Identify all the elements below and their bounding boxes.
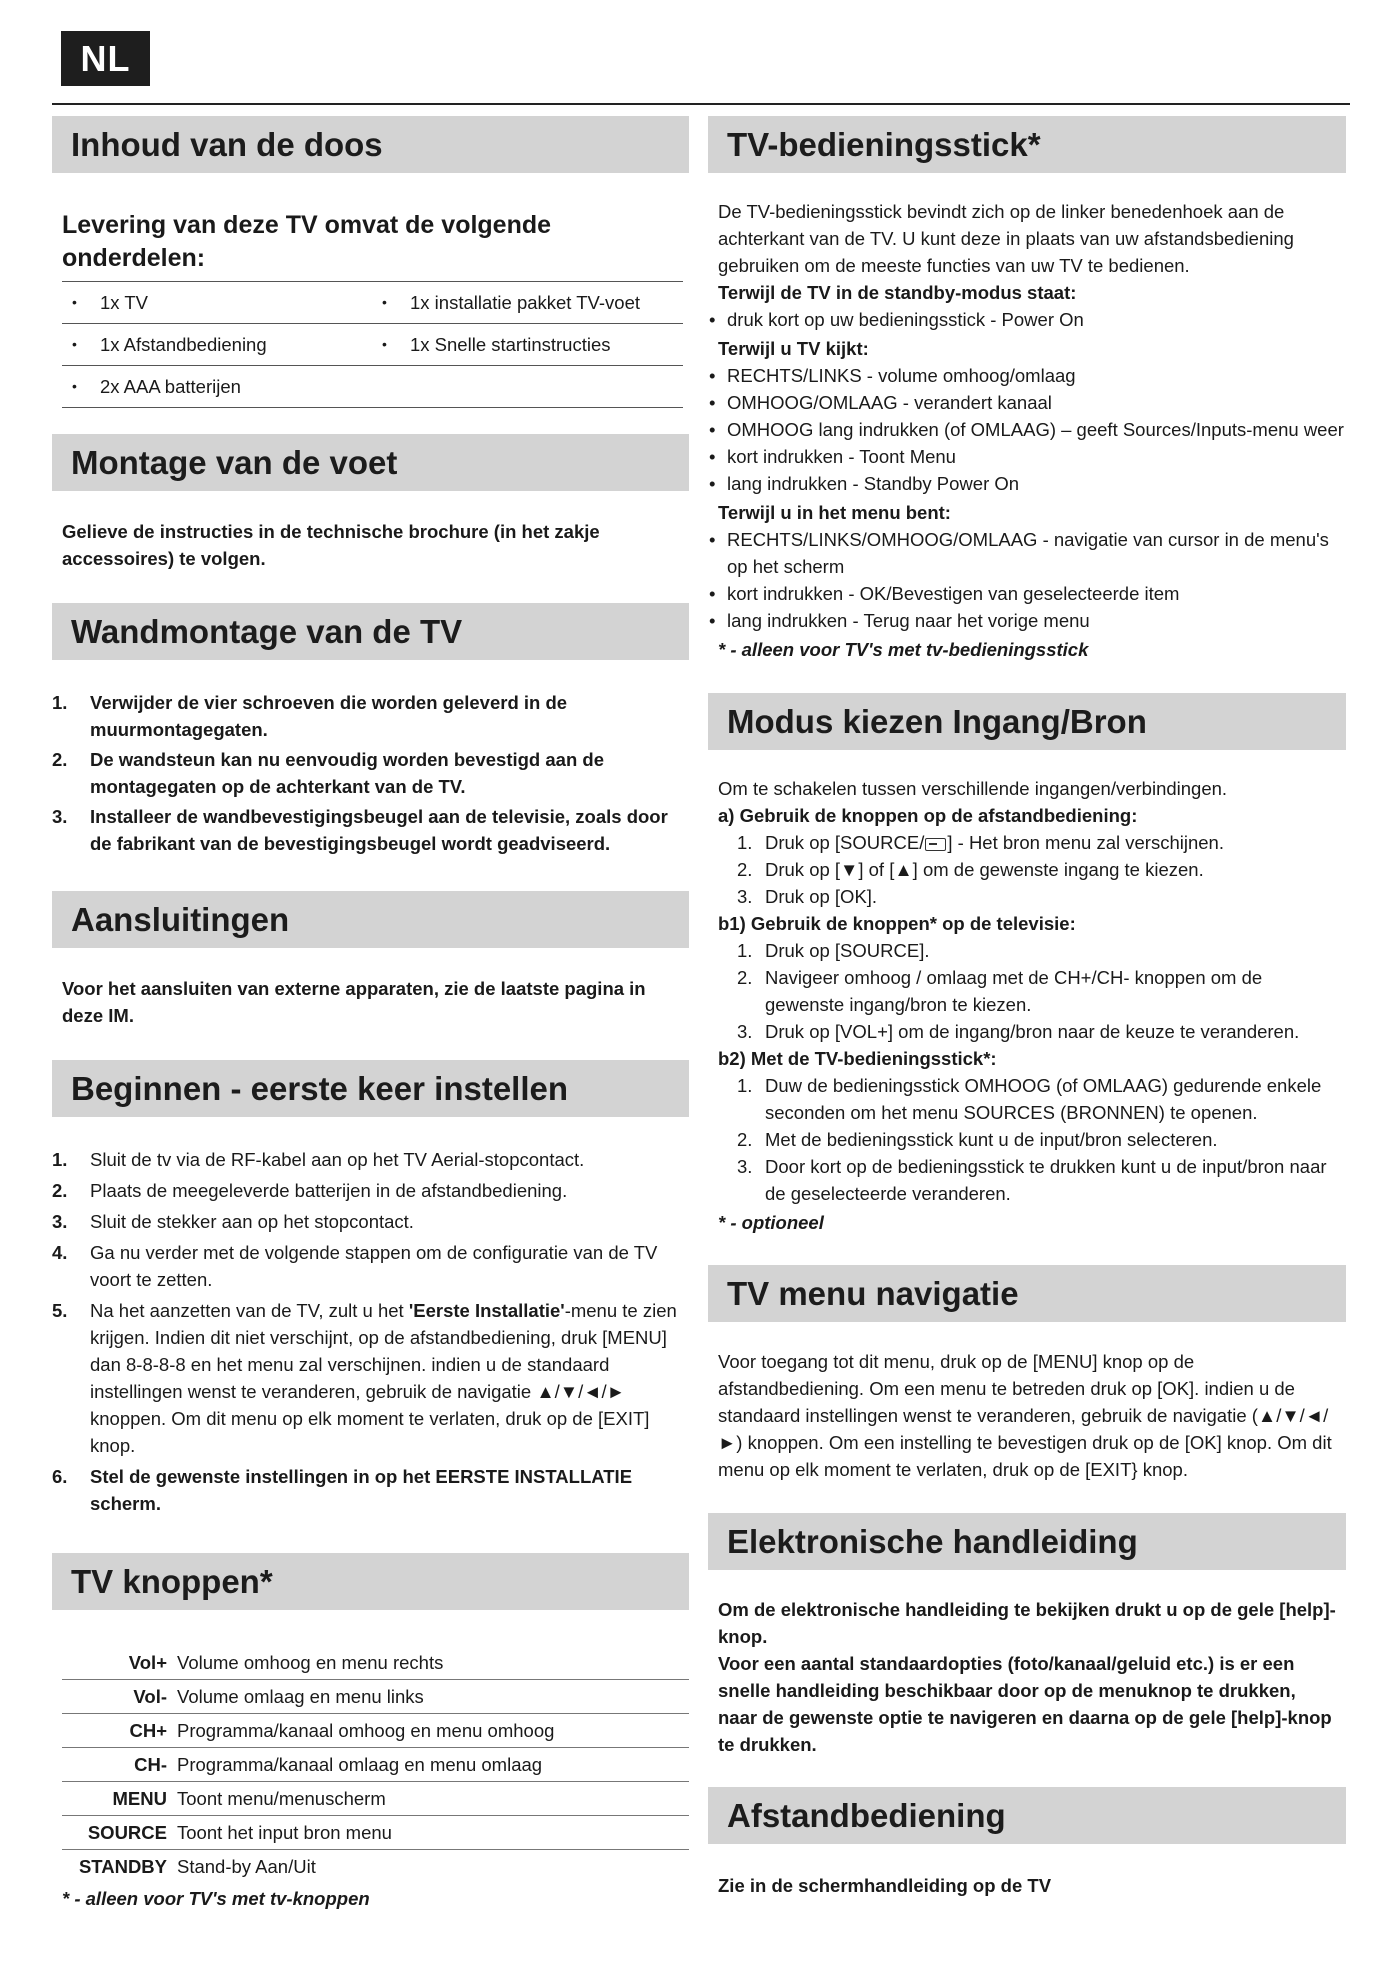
joystick-watch-list xyxy=(708,362,1346,497)
menu-nav-text: Voor toegang tot dit menu, druk op de [MENU] knop op de afstandbediening. Om een menu te betreden druk op [OK]. indien u de standaard instellingen wenst te veranderen, gebruik de navigatie (▲/▼/◄/►) knoppen. Om een instelling te bevestigen druk op de [OK] knop. Om dit menu op elk moment te verlaten, druk op de [EXIT} knop. xyxy=(718,1351,1332,1480)
list-item: Navigeer omhoog / omlaag met de CH+/CH- knoppen om de gewenste ingang/bron te kiezen. xyxy=(765,967,1263,1015)
list-item: • OMHOOG lang indrukken (of OMLAAG) – geeft Sources/Inputs-menu weer xyxy=(708,416,1346,443)
input-b2-heading: b2) Met de TV-bedieningsstick*: xyxy=(718,1048,997,1069)
list-item: Installeer de wandbevestigingsbeugel aan de televisie, zoals door de fabrikant van de bevestigingsbeugel wordt geadviseerd. xyxy=(90,806,668,854)
list-item: Druk op [VOL+] om de ingang/bron naar de keuze te veranderen. xyxy=(765,1021,1300,1042)
table-row: CH- Programma/kanaal omlaag en menu omlaag xyxy=(62,1748,689,1782)
stand-text: Gelieve de instructies in de technische brochure (in het zakje accessoires) te volgen. xyxy=(62,521,600,569)
table-row: CH+ Programma/kanaal omhoog en menu omhoog xyxy=(62,1714,689,1748)
section-title-stand: Montage van de voet xyxy=(52,434,689,491)
right-column xyxy=(708,116,1346,1899)
source-icon xyxy=(925,838,946,851)
list-item: Druk op [SOURCE/ ] - Het bron menu zal verschijnen. xyxy=(765,832,1224,853)
section-title-joystick: TV-bedieningsstick* xyxy=(708,116,1346,173)
tv-buttons-note: * - alleen voor TV's met tv-knoppen xyxy=(62,1888,370,1909)
section-title-contents: Inhoud van de doos xyxy=(52,116,689,173)
input-a-heading: a) Gebruik de knoppen op de afstandbediening: xyxy=(718,805,1138,826)
section-title-wall: Wandmontage van de TV xyxy=(52,603,689,660)
list-item: • 1x Afstandbediening • 1x Snelle startinstructies xyxy=(62,324,683,366)
section-title-menu-nav: TV menu navigatie xyxy=(708,1265,1346,1322)
table-row: Vol+ Volume omhoog en menu rechts xyxy=(62,1646,689,1680)
joystick-standby-list xyxy=(708,306,1346,333)
list-item: • kort indrukken - Toont Menu xyxy=(708,443,1346,470)
list-item: • RECHTS/LINKS/OMHOOG/OMLAAG - navigatie van cursor in de menu's op het scherm xyxy=(708,526,1346,580)
emanual-p1: Om de elektronische handleiding te bekijken drukt u op de gele [help]-knop. xyxy=(718,1599,1336,1647)
list-item: Verwijder de vier schroeven die worden geleverd in de muurmontagegaten. xyxy=(90,692,568,740)
list-item: • lang indrukken - Terug naar het vorige menu xyxy=(708,607,1346,634)
list-item: Sluit de tv via de RF-kabel aan op het TV Aerial-stopcontact. xyxy=(90,1149,585,1170)
contents-list xyxy=(62,281,683,408)
input-note: * - optioneel xyxy=(718,1212,824,1233)
joystick-watch-heading: Terwijl u TV kijkt: xyxy=(718,338,869,359)
list-item: • kort indrukken - OK/Bevestigen van geselecteerde item xyxy=(708,580,1346,607)
wall-steps xyxy=(52,689,689,857)
left-column xyxy=(52,116,689,1912)
input-b1-heading: b1) Gebruik de knoppen* op de televisie: xyxy=(718,913,1076,934)
section-title-getting-started: Beginnen - eerste keer instellen xyxy=(52,1060,689,1117)
section-title-input: Modus kiezen Ingang/Bron xyxy=(708,693,1346,750)
joystick-note: * - alleen voor TV's met tv-bedieningsstick xyxy=(718,639,1089,660)
emanual-p2: Voor een aantal standaardopties (foto/kanaal/geluid etc.) is er een snelle handleiding beschikbaar door op de menuknop te drukken, naar de gewenste optie te navigeren en daarna op de gele [help]-knop te drukken. xyxy=(718,1653,1332,1755)
remote-text: Zie in de schermhandleiding op de TV xyxy=(718,1875,1052,1896)
list-item: Door kort op de bedieningsstick te drukken kunt u de input/bron naar de geselecteerde veranderen. xyxy=(765,1156,1327,1204)
list-item: Sluit de stekker aan op het stopcontact. xyxy=(90,1211,414,1232)
header-divider xyxy=(52,103,1350,105)
list-item: Met de bedieningsstick kunt u de input/bron selecteren. xyxy=(765,1129,1218,1150)
list-item: • lang indrukken - Standby Power On xyxy=(708,470,1346,497)
list-item: Plaats de meegeleverde batterijen in de afstandbediening. xyxy=(90,1180,568,1201)
joystick-intro: De TV-bedieningsstick bevindt zich op de linker benedenhoek aan de achterkant van de TV. U kunt deze in plaats van uw afstandsbediening gebruiken om de meeste functies van uw TV te bedienen. xyxy=(718,201,1294,276)
input-intro: Om te schakelen tussen verschillende ingangen/verbindingen. xyxy=(718,778,1228,799)
joystick-menu-heading: Terwijl u in het menu bent: xyxy=(718,502,951,523)
table-row: Vol- Volume omlaag en menu links xyxy=(62,1680,689,1714)
joystick-menu-list xyxy=(708,526,1346,634)
section-title-remote: Afstandbediening xyxy=(708,1787,1346,1844)
list-item: De wandsteun kan nu eenvoudig worden bevestigd aan de montagegaten op de achterkant van de TV. xyxy=(90,749,604,797)
input-b1-list xyxy=(708,937,1346,1045)
section-title-emanual: Elektronische handleiding xyxy=(708,1513,1346,1570)
input-a-list xyxy=(708,829,1346,910)
table-row: MENU Toont menu/menuscherm xyxy=(62,1782,689,1816)
getting-started-steps xyxy=(52,1146,689,1517)
connections-text: Voor het aansluiten van externe apparaten, zie de laatste pagina in deze IM. xyxy=(62,978,646,1026)
section-title-tv-buttons: TV knoppen* xyxy=(52,1553,689,1610)
list-item: Druk op [SOURCE]. xyxy=(765,940,930,961)
list-item: Druk op [OK]. xyxy=(765,886,878,907)
list-item: • druk kort op uw bedieningsstick - Power On xyxy=(708,306,1346,333)
list-item: • 2x AAA batterijen xyxy=(62,366,683,408)
input-b2-list xyxy=(708,1072,1346,1207)
list-item: Duw de bedieningsstick OMHOOG (of OMLAAG) gedurende enkele seconden om het menu SOURCES (BRONNEN) te openen. xyxy=(765,1075,1322,1123)
list-item: Druk op [▼] of [▲] om de gewenste ingang te kiezen. xyxy=(765,859,1204,880)
list-item: • 1x TV • 1x installatie pakket TV-voet xyxy=(62,282,683,324)
list-item: Ga nu verder met de volgende stappen om de configuratie van de TV voort te zetten. xyxy=(90,1242,658,1290)
tv-buttons-table xyxy=(62,1646,689,1883)
contents-subtitle: Levering van deze TV omvat de volgende onderdelen: xyxy=(62,211,552,272)
list-item: Na het aanzetten van de TV, zult u het 'Eerste Installatie'-menu te zien krijgen. Indien dit niet verschijnt, op de afstandbediening, druk [MENU] dan 8-8-8-8 en het menu zal verschijnen. indien u de standaard instellingen wenst te veranderen, gebruik de navigatie ▲/▼/◄/► knoppen. Om dit menu op elk moment te verlaten, druk op de [EXIT] knop. xyxy=(90,1300,677,1456)
section-title-connections: Aansluitingen xyxy=(52,891,689,948)
table-row: STANDBY Stand-by Aan/Uit xyxy=(78,1856,316,1877)
list-item: • OMHOOG/OMLAAG - verandert kanaal xyxy=(708,389,1346,416)
table-row: SOURCE Toont het input bron menu xyxy=(62,1816,689,1850)
language-badge: NL xyxy=(61,31,150,86)
list-item: • RECHTS/LINKS - volume omhoog/omlaag xyxy=(708,362,1346,389)
joystick-standby-heading: Terwijl de TV in de standby-modus staat: xyxy=(718,282,1077,303)
list-item: Stel de gewenste instellingen in op het EERSTE INSTALLATIE scherm. xyxy=(90,1466,633,1514)
